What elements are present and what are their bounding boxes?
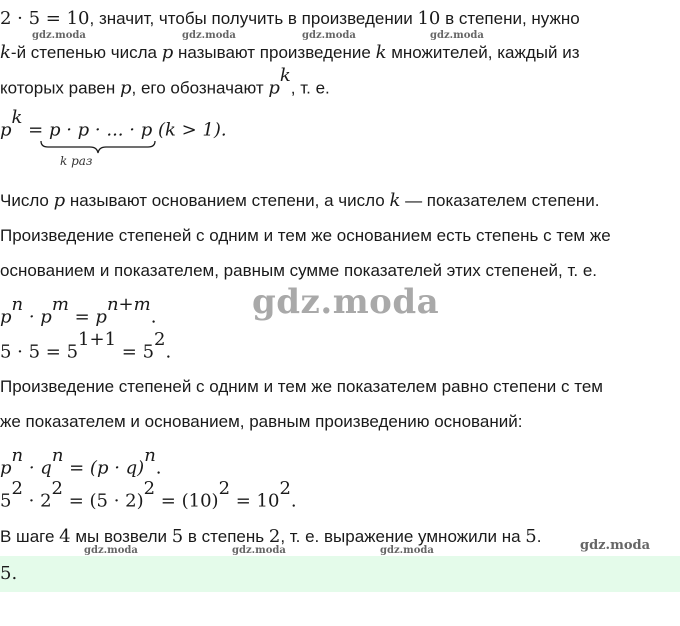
formula-power-definition: $p^k = p \cdot p$ · ... · p (k > 1).	[0, 107, 227, 141]
brace-label: k раз	[60, 154, 93, 168]
text-line-2: k-й степенью числа p называют произведение k множителей, каждый из	[0, 42, 580, 63]
watermark-small: gdz.moda	[430, 30, 484, 41]
watermark-small: gdz.moda	[182, 30, 236, 41]
text-line-same-exponent-1: Произведение степеней с одним и тем же показателем равно степени с тем	[0, 377, 603, 396]
text-line-product-rule-1: Произведение степеней с одним и тем же основанием есть степень с тем же	[0, 226, 611, 245]
formula-product-same-base: $p^n \cdot p^m = p^{n+m}$.	[0, 294, 157, 328]
watermark-small: gdz.moda	[84, 545, 138, 556]
text-line-product-rule-2: основанием и показателем, равным сумме показателей этих степеней, т. е.	[0, 261, 598, 280]
formula-example-5-2: $5^2 \cdot 2^2 = (5 \cdot 2)^2 = (10)^2 = 10^2$.	[0, 478, 297, 512]
formula-example-5x5: $5 \cdot 5 = 5^{1+1} = 5^2$.	[0, 329, 172, 363]
text-line-3: которых равен p, его обозначают $p^k$, т. е.	[0, 65, 330, 99]
watermark-large: gdz.moda	[252, 282, 440, 322]
watermark-small: gdz.moda	[32, 30, 86, 41]
formula-product-same-exponent: $p^n \cdot q^n = (p \cdot q)^n$.	[0, 445, 162, 479]
watermark-small: gdz.moda	[232, 545, 286, 556]
answer-value: 5.	[0, 563, 18, 584]
underbrace	[40, 140, 156, 154]
text-line-same-exponent-2: же показателем и основанием, равным произведению оснований:	[0, 412, 523, 431]
watermark-small: gdz.moda	[380, 545, 434, 556]
text-line-step-4: В шаге 4 мы возвели 5 в степень 2, т. е. выражение умножили на 5.	[0, 526, 542, 547]
watermark-small: gdz.moda	[302, 30, 356, 41]
text-line-base-exponent: Число p называют основанием степени, а число k — показателем степени.	[0, 190, 600, 211]
watermark-small: gdz.moda	[580, 538, 651, 553]
answer-box	[0, 556, 680, 592]
text-line-1: 2 · 5 = 10, значит, чтобы получить в произведении 10 в степени, нужно	[0, 8, 580, 29]
